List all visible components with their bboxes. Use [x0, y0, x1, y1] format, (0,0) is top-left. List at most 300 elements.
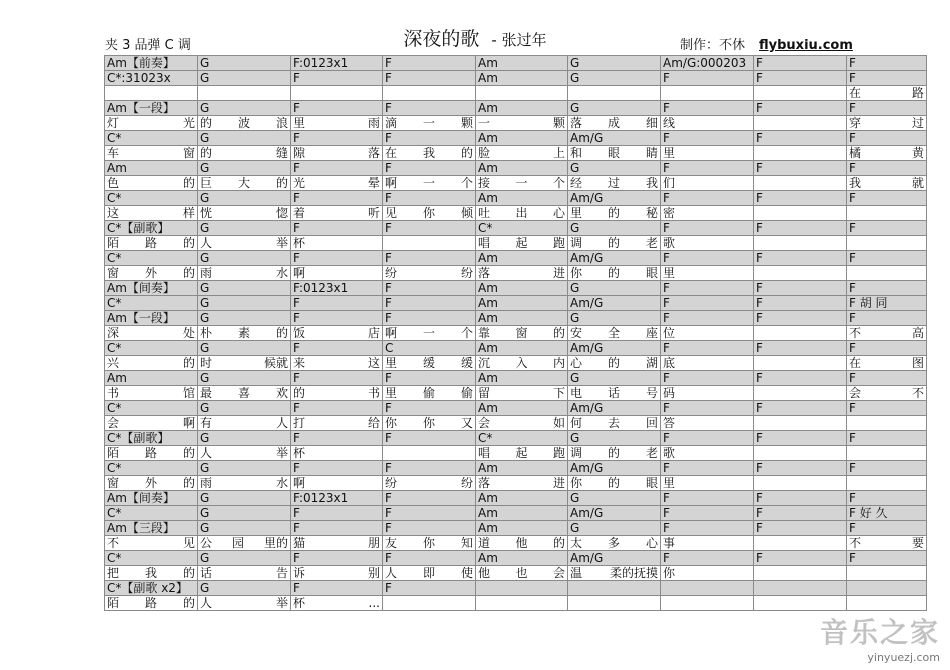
- lyric-cell: [754, 476, 847, 491]
- cell-text: 里 缓 缓: [385, 356, 473, 370]
- cell-text: G: [200, 401, 210, 415]
- chord-cell: [476, 506, 568, 521]
- site-link[interactable]: flybuxiu.com: [759, 38, 853, 53]
- cell-text: 会 啊: [107, 416, 195, 430]
- chord-cell: [291, 341, 383, 356]
- lyric-cell: [661, 176, 754, 191]
- lyric-cell: [568, 116, 661, 131]
- chord-row: [105, 281, 927, 296]
- chord-row: [105, 461, 927, 476]
- cell-text: F: [663, 371, 670, 385]
- cell-text: F: [385, 311, 392, 325]
- lyric-cell: [476, 206, 568, 221]
- lyric-cell: [661, 116, 754, 131]
- lyric-cell: [847, 386, 927, 401]
- lyric-cell: [661, 236, 754, 251]
- lyric-cell: [198, 596, 291, 611]
- cell-text: Am: [478, 131, 498, 145]
- cell-text: C*: [478, 221, 493, 235]
- chord-cell: [198, 551, 291, 566]
- chord-cell: [291, 461, 383, 476]
- cell-text: 橘 黄: [849, 146, 924, 160]
- lyric-cell: [754, 116, 847, 131]
- chord-cell: [476, 71, 568, 86]
- chord-cell: [198, 131, 291, 146]
- cell-text: F: [756, 251, 763, 265]
- cell-text: G: [200, 521, 210, 535]
- chord-cell: [754, 296, 847, 311]
- chord-cell: [198, 491, 291, 506]
- chord-cell: [476, 56, 568, 71]
- chord-cell: [105, 221, 198, 236]
- lyric-cell: [661, 86, 754, 101]
- lyric-cell: [291, 356, 383, 371]
- chord-row: [105, 491, 927, 506]
- cell-text: C*: [107, 401, 122, 415]
- chord-cell: [661, 131, 754, 146]
- cell-text: F: [385, 161, 392, 175]
- cell-text: C*: [107, 506, 122, 520]
- cell-text: F: [663, 341, 670, 355]
- cell-text: F: [663, 161, 670, 175]
- cell-text: C*: [107, 131, 122, 145]
- lyric-cell: [754, 266, 847, 281]
- lyric-cell: [754, 536, 847, 551]
- chord-cell: [383, 551, 476, 566]
- chord-cell: [291, 281, 383, 296]
- chord-cell: [661, 296, 754, 311]
- cell-text: F: [663, 506, 670, 520]
- chord-cell: [754, 311, 847, 326]
- chord-cell: [198, 311, 291, 326]
- cell-text: 脸 上: [478, 146, 565, 160]
- chord-cell: [568, 221, 661, 236]
- cell-text: 电 话 号: [570, 386, 658, 400]
- chord-cell: [291, 101, 383, 116]
- chord-cell: [847, 311, 927, 326]
- lyric-cell: [568, 566, 661, 581]
- cell-text: G: [200, 581, 210, 595]
- cell-text: F: [663, 251, 670, 265]
- chord-sheet-table: [104, 55, 927, 611]
- cell-text: 落 进: [478, 476, 565, 490]
- chord-cell: [476, 491, 568, 506]
- cell-text: 不 要: [849, 536, 924, 550]
- chord-cell: [198, 371, 291, 386]
- cell-text: 歌: [663, 446, 676, 460]
- lyric-cell: [291, 236, 383, 251]
- chord-cell: [568, 491, 661, 506]
- cell-text: C*【副歌】: [107, 221, 170, 235]
- cell-text: F: [849, 251, 856, 265]
- cell-text: G: [570, 281, 580, 295]
- chord-cell: [383, 521, 476, 536]
- cell-text: G: [570, 431, 580, 445]
- chord-cell: [383, 281, 476, 296]
- lyric-cell: [476, 416, 568, 431]
- chord-row: [105, 551, 927, 566]
- cell-text: F: [293, 341, 300, 355]
- chord-cell: [105, 311, 198, 326]
- cell-text: 雨 水: [200, 266, 288, 280]
- cell-text: F: [385, 56, 392, 70]
- chord-row: [105, 296, 927, 311]
- cell-text: F: [663, 311, 670, 325]
- cell-text: G: [200, 296, 210, 310]
- cell-text: Am: [478, 506, 498, 520]
- cell-text: F: [756, 296, 763, 310]
- cell-text: 歌: [663, 236, 676, 250]
- capo-note: 夹 3 品弹 C 调: [105, 38, 191, 53]
- chord-cell: [105, 161, 198, 176]
- chord-cell: [568, 401, 661, 416]
- lyric-cell: [105, 446, 198, 461]
- cell-text: Am/G: [570, 296, 604, 310]
- title-text: 深夜的歌: [403, 28, 480, 50]
- chord-cell: [754, 281, 847, 296]
- chord-cell: [754, 431, 847, 446]
- cell-text: F: [385, 431, 392, 445]
- cell-text: F: [663, 71, 670, 85]
- cell-text: 啊 一 个: [385, 176, 473, 190]
- cell-text: 窗 外 的: [107, 476, 195, 490]
- lyric-cell: [476, 266, 568, 281]
- chord-cell: [847, 401, 927, 416]
- cell-text: 落 成 细: [570, 116, 658, 130]
- cell-text: 话 告: [200, 566, 288, 580]
- cell-text: G: [200, 71, 210, 85]
- cell-text: Am: [478, 461, 498, 475]
- chord-cell: [847, 491, 927, 506]
- cell-text: F: [849, 461, 856, 475]
- cell-text: 唱 起 跑: [478, 236, 565, 250]
- lyric-cell: [476, 446, 568, 461]
- chord-cell: [661, 551, 754, 566]
- lyric-cell: [198, 356, 291, 371]
- chord-cell: [847, 71, 927, 86]
- cell-text: 猫 朋: [293, 536, 380, 550]
- cell-text: 有 人: [200, 416, 288, 430]
- chord-cell: [754, 371, 847, 386]
- lyric-cell: [476, 146, 568, 161]
- cell-text: G: [570, 56, 580, 70]
- chord-cell: [291, 311, 383, 326]
- lyric-cell: [198, 416, 291, 431]
- chord-cell: [661, 251, 754, 266]
- cell-text: Am【间奏】: [107, 491, 175, 505]
- cell-text: F:0123x1: [293, 491, 349, 505]
- cell-text: F: [663, 401, 670, 415]
- cell-text: F: [849, 56, 856, 70]
- lyric-cell: [291, 266, 383, 281]
- cell-text: 时 候就: [200, 356, 288, 370]
- cell-text: F: [385, 371, 392, 385]
- cell-text: F 胡 同: [849, 296, 888, 310]
- chord-row: [105, 161, 927, 176]
- cell-text: 打 给: [293, 416, 380, 430]
- cell-text: Am/G: [570, 251, 604, 265]
- cell-text: F: [849, 101, 856, 115]
- chord-cell: [847, 581, 927, 596]
- cell-text: F: [756, 401, 763, 415]
- lyric-cell: [291, 386, 383, 401]
- lyric-cell: [847, 356, 927, 371]
- cell-text: Am/G: [570, 131, 604, 145]
- chord-row: [105, 371, 927, 386]
- lyric-cell: [105, 176, 198, 191]
- chord-cell: [198, 521, 291, 536]
- chord-row: [105, 101, 927, 116]
- watermark: [820, 611, 940, 664]
- chord-cell: [847, 431, 927, 446]
- chord-cell: [291, 581, 383, 596]
- lyric-cell: [661, 446, 754, 461]
- cell-text: F: [385, 506, 392, 520]
- cell-text: 兴 的: [107, 356, 195, 370]
- cell-text: 灯 光: [107, 116, 195, 130]
- chord-cell: [291, 191, 383, 206]
- cell-text: F: [756, 281, 763, 295]
- chord-cell: [754, 71, 847, 86]
- cell-text: G: [570, 161, 580, 175]
- lyric-cell: [568, 386, 661, 401]
- lyric-cell: [847, 326, 927, 341]
- chord-cell: [754, 251, 847, 266]
- cell-text: 的 书: [293, 386, 380, 400]
- lyric-row: [105, 146, 927, 161]
- cell-text: Am: [107, 161, 127, 175]
- chord-cell: [847, 101, 927, 116]
- cell-text: C*【副歌】: [107, 431, 170, 445]
- cell-text: F: [756, 221, 763, 235]
- cell-text: F: [385, 491, 392, 505]
- lyric-cell: [291, 476, 383, 491]
- chord-row: [105, 221, 927, 236]
- chord-cell: [291, 161, 383, 176]
- cell-text: 位: [663, 326, 676, 340]
- chord-cell: [105, 191, 198, 206]
- chord-cell: [754, 131, 847, 146]
- lyric-cell: [476, 476, 568, 491]
- cell-text: Am: [478, 251, 498, 265]
- cell-text: F: [849, 161, 856, 175]
- cell-text: F: [293, 311, 300, 325]
- cell-text: Am: [478, 551, 498, 565]
- cell-text: 答: [663, 416, 676, 430]
- cell-text: F: [756, 521, 763, 535]
- cell-text: F: [849, 371, 856, 385]
- chord-cell: [291, 551, 383, 566]
- cell-text: 着 听: [293, 206, 380, 220]
- lyric-row: [105, 326, 927, 341]
- cell-text: F: [293, 296, 300, 310]
- cell-text: F: [385, 581, 392, 595]
- chord-cell: [198, 251, 291, 266]
- chord-cell: [291, 491, 383, 506]
- cell-text: 太 多 心: [570, 536, 658, 550]
- cell-text: 啊 一 个: [385, 326, 473, 340]
- chord-cell: [568, 341, 661, 356]
- chord-cell: [476, 581, 568, 596]
- lyric-cell: [661, 206, 754, 221]
- chord-cell: [476, 521, 568, 536]
- lyric-row: [105, 356, 927, 371]
- cell-text: 沉 入 内: [478, 356, 565, 370]
- chord-cell: [568, 101, 661, 116]
- lyric-cell: [105, 146, 198, 161]
- cell-text: F: [293, 521, 300, 535]
- cell-text: 雨 水: [200, 476, 288, 490]
- cell-text: 光 晕: [293, 176, 380, 190]
- lyric-cell: [847, 566, 927, 581]
- cell-text: Am: [478, 191, 498, 205]
- cell-text: F: [663, 101, 670, 115]
- cell-text: F: [663, 551, 670, 565]
- chord-cell: [105, 281, 198, 296]
- lyric-row: [105, 206, 927, 221]
- chord-row: [105, 56, 927, 71]
- lyric-cell: [754, 86, 847, 101]
- chord-cell: [105, 521, 198, 536]
- cell-text: 啊: [293, 266, 306, 280]
- lyric-cell: [847, 146, 927, 161]
- cell-text: 隙 落: [293, 146, 380, 160]
- cell-text: C*: [478, 431, 493, 445]
- chord-cell: [568, 461, 661, 476]
- cell-text: F: [385, 221, 392, 235]
- lyric-cell: [476, 596, 568, 611]
- chord-cell: [383, 296, 476, 311]
- chord-cell: [476, 101, 568, 116]
- lyric-cell: [476, 176, 568, 191]
- chord-cell: [198, 341, 291, 356]
- chord-cell: [105, 581, 198, 596]
- chord-cell: [568, 296, 661, 311]
- chord-cell: [383, 251, 476, 266]
- cell-text: F: [663, 521, 670, 535]
- cell-text: F: [756, 431, 763, 445]
- lyric-cell: [568, 146, 661, 161]
- cell-text: F: [293, 221, 300, 235]
- cell-text: 人 举: [200, 596, 288, 610]
- cell-text: Am: [478, 161, 498, 175]
- cell-text: F: [385, 461, 392, 475]
- lyric-cell: [198, 476, 291, 491]
- cell-text: 里: [663, 146, 676, 160]
- cell-text: F: [385, 131, 392, 145]
- cell-text: 里 雨: [293, 116, 380, 130]
- chord-cell: [568, 431, 661, 446]
- chord-cell: [476, 281, 568, 296]
- cell-text: 在 我 的: [385, 146, 473, 160]
- cell-text: 会 不: [849, 386, 924, 400]
- lyric-cell: [383, 326, 476, 341]
- cell-text: F: [293, 551, 300, 565]
- chord-cell: [198, 191, 291, 206]
- lyric-row: [105, 266, 927, 281]
- chord-row: [105, 341, 927, 356]
- chord-cell: [847, 281, 927, 296]
- cell-text: G: [570, 521, 580, 535]
- chord-cell: [847, 191, 927, 206]
- cell-text: G: [200, 431, 210, 445]
- cell-text: 接 一 个: [478, 176, 565, 190]
- cell-text: F:0123x1: [293, 56, 349, 70]
- chord-cell: [568, 281, 661, 296]
- chord-cell: [383, 311, 476, 326]
- cell-text: Am: [478, 56, 498, 70]
- lyric-cell: [847, 476, 927, 491]
- chord-cell: [568, 551, 661, 566]
- cell-text: F: [293, 251, 300, 265]
- cell-text: F: [849, 131, 856, 145]
- chord-cell: [198, 506, 291, 521]
- chord-cell: [661, 371, 754, 386]
- cell-text: F: [756, 101, 763, 115]
- lyric-cell: [568, 86, 661, 101]
- credit: [680, 34, 853, 53]
- chord-cell: [105, 491, 198, 506]
- cell-text: C*【副歌 x2】: [107, 581, 188, 595]
- lyric-cell: [105, 416, 198, 431]
- chord-cell: [105, 461, 198, 476]
- cell-text: 唱 起 跑: [478, 446, 565, 460]
- lyric-cell: [383, 356, 476, 371]
- chord-cell: [568, 521, 661, 536]
- lyric-cell: [383, 536, 476, 551]
- cell-text: 底: [663, 356, 676, 370]
- chord-cell: [198, 461, 291, 476]
- lyric-cell: [383, 446, 476, 461]
- lyric-row: [105, 116, 927, 131]
- cell-text: F: [293, 506, 300, 520]
- lyric-cell: [568, 326, 661, 341]
- lyric-cell: [198, 86, 291, 101]
- lyric-cell: [661, 566, 754, 581]
- chord-cell: [105, 131, 198, 146]
- lyric-cell: [754, 356, 847, 371]
- cell-text: 朴 素 的: [200, 326, 288, 340]
- lyric-cell: [568, 536, 661, 551]
- cell-text: Am/G:000203: [663, 56, 747, 70]
- chord-cell: [198, 101, 291, 116]
- cell-text: 和 眼 睛: [570, 146, 658, 160]
- watermark-logo: 音乐之家: [819, 616, 940, 649]
- chord-cell: [661, 341, 754, 356]
- cell-text: F: [385, 251, 392, 265]
- chord-row: [105, 311, 927, 326]
- lyric-row: [105, 386, 927, 401]
- cell-text: 线: [663, 116, 676, 130]
- chord-row: [105, 581, 927, 596]
- lyric-cell: [661, 476, 754, 491]
- chord-cell: [198, 296, 291, 311]
- chord-cell: [847, 551, 927, 566]
- chord-cell: [291, 401, 383, 416]
- cell-text: 啊: [293, 476, 306, 490]
- lyric-cell: [661, 146, 754, 161]
- lyric-cell: [754, 326, 847, 341]
- cell-text: F: [663, 461, 670, 475]
- lyric-cell: [568, 416, 661, 431]
- chord-cell: [198, 221, 291, 236]
- lyric-row: [105, 566, 927, 581]
- chord-cell: [291, 71, 383, 86]
- cell-text: G: [570, 371, 580, 385]
- cell-text: F: [849, 401, 856, 415]
- lyric-cell: [291, 176, 383, 191]
- chord-cell: [476, 401, 568, 416]
